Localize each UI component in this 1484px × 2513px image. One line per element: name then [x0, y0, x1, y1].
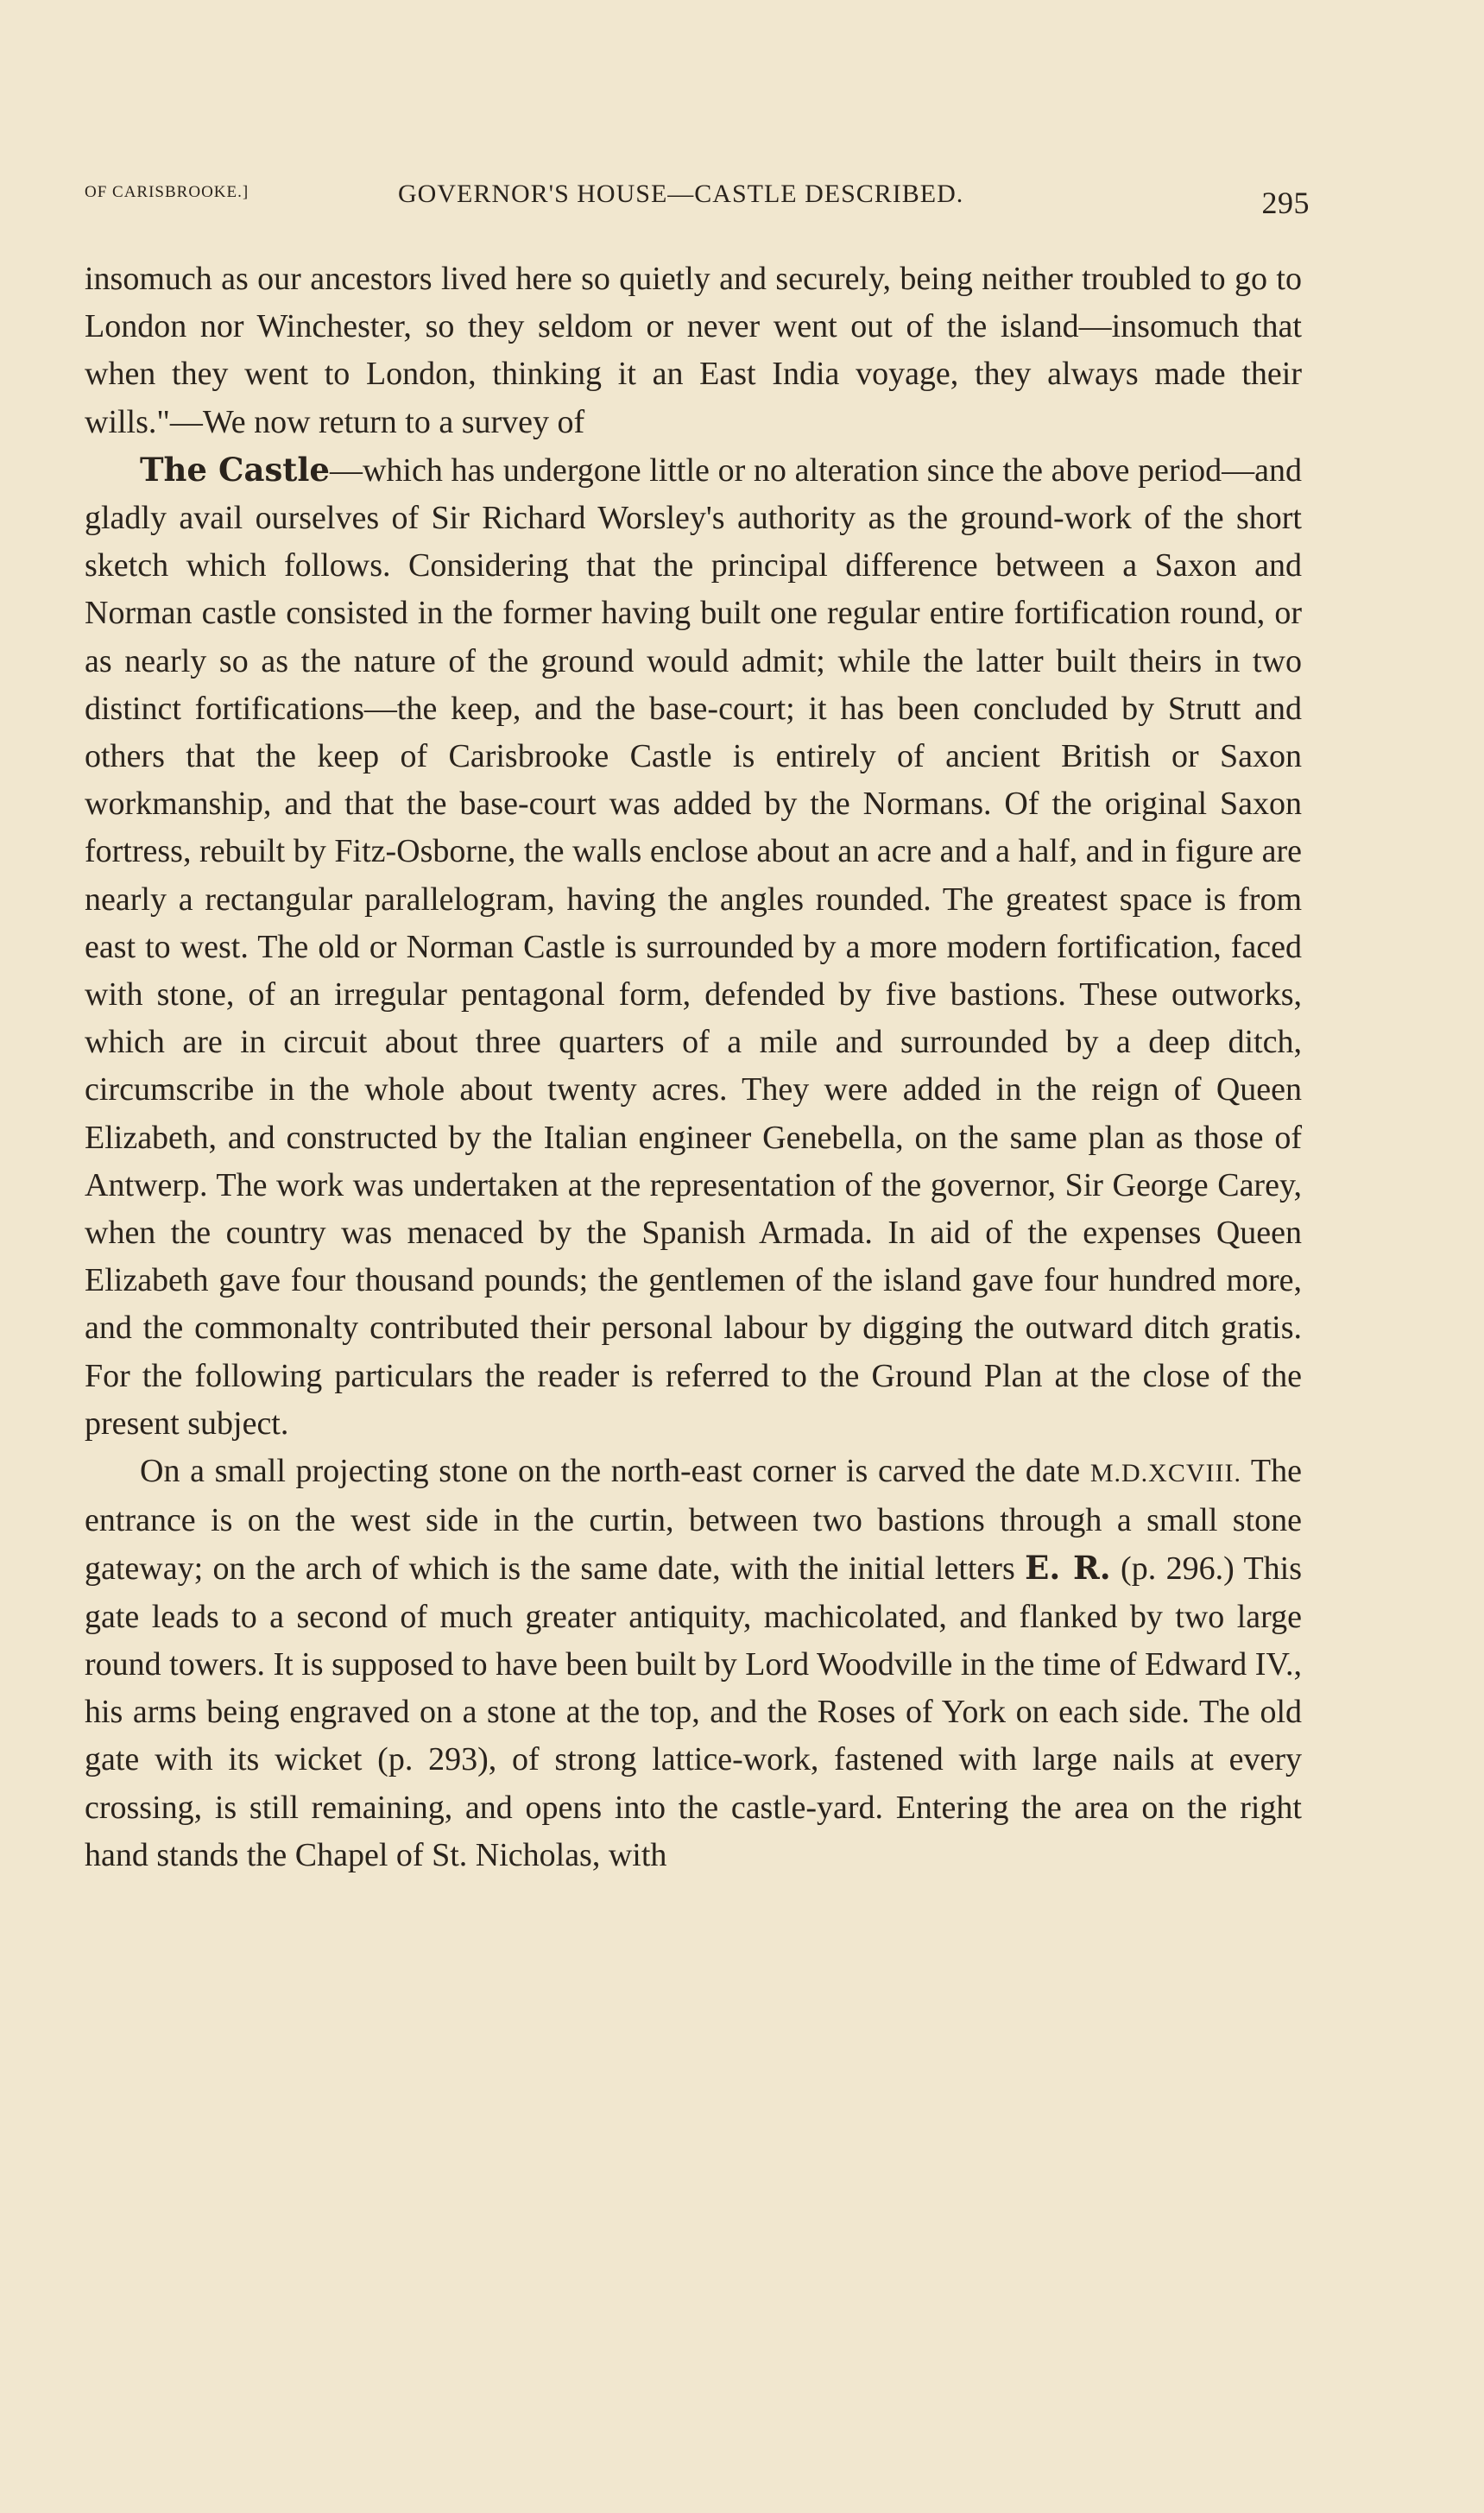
running-head-title: GOVERNOR'S HOUSE—CASTLE DESCRIBED. — [398, 180, 964, 208]
paragraph-2-text: —which has undergone little or no alteration since the above period—and gladly avail ourselves of Sir Richard Worsley's authority as the ground-work of the short sketch which follows. Considering that the principal difference between a Saxon and Norman castle consisted in the former having built one regular entire fortification round, or as nearly so as the nature of the ground would admit; while the latter built theirs in two distinct fortifications—the keep, and the base-court; it has been concluded by Strutt and others that the keep of Carisbrooke Castle is entirely of ancient British or Saxon workmanship, and that the base-court was added by the Normans. Of the original Saxon fortress, rebuilt by Fitz-Osborne, the walls enclose about an acre and a half, and in figure are nearly a rectangular parallelogram, having the angles rounded. The greatest space is from east to west. The old or Norman Castle is surrounded by a more modern fortification, faced with stone, of an irregular pentagonal form, defended by five bastions. These outworks, which are in circuit about three quarters of a mile and surrounded by a deep ditch, circumscribe in the whole about twenty acres. They were added in the reign of Queen Elizabeth, and constructed by the Italian engineer Genebella, on the same plan as those of Antwerp. The work was undertaken at the representation of the governor, Sir George Carey, when the country was menaced by the Spanish Armada. In aid of the expenses Queen Elizabeth gave four thousand pounds; the gentlemen of the island gave four hundred more, and the commonalty contributed their personal labour by digging the outward ditch gratis. For the following particulars the reader is referred to the Ground Plan at the close of the present subject. — [85, 451, 1302, 1442]
section-heading: The Castle — [140, 450, 330, 489]
paragraph-3-part-b: The entrance is on the west side in the curtin, between two bastions through a small stone gateway; on the arch of which is the same date, with the initial letters — [85, 1453, 1302, 1588]
paragraph-1: insomuch as our ancestors lived here so quietly and securely, being neither troubled to go to London nor Winchester, so they seldom or never went out of the island—insomuch that when they went to London, thinking it an East India voyage, they always made their wills."—We now return to a survey of — [85, 261, 1302, 440]
running-head-left: OF CARISBROOKE.] — [85, 183, 249, 201]
paragraph-2 — [85, 446, 1302, 1448]
paragraph-3 — [85, 1448, 1302, 1879]
initial-letters: E. R. — [1025, 1549, 1111, 1588]
date-small-caps: M.D.XCVIII. — [1089, 1459, 1241, 1488]
body-text — [85, 256, 1302, 1879]
page-number: 295 — [1261, 186, 1310, 220]
paragraph-3-part-a: On a small projecting stone on the north-east corner is carved the date — [140, 1453, 1081, 1490]
paragraph-3-part-c: (p. 296.) This gate leads to a second of much greater antiquity, machicolated, and flanked by two large round towers. It is supposed to have been built by Lord Woodville in the time of Edward IV., his arms being engraved on a stone at the top, and the Roses of York on each side. The old gate with its wicket (p. 293), of strong lattice-work, fastened with large nails at every crossing, is still remaining, and opens into the castle-yard. Entering the area on the right hand stands the Chapel of St. Nicholas, with — [85, 1550, 1303, 1873]
running-head — [85, 180, 1310, 223]
